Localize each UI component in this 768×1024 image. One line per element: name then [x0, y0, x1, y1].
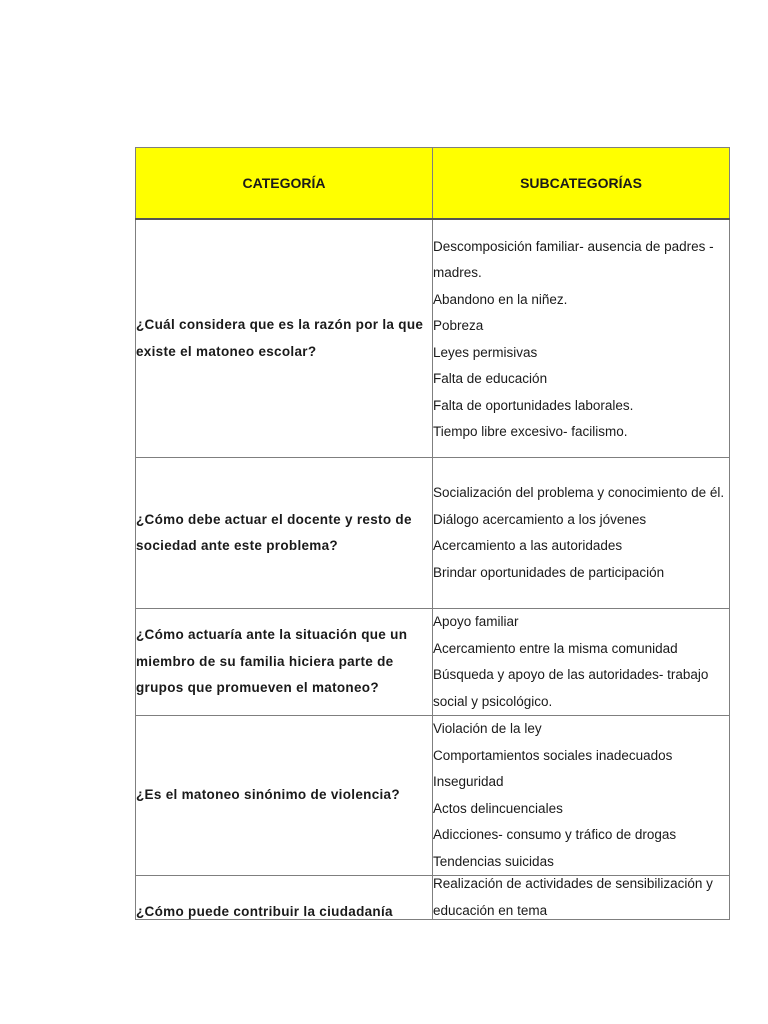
subcategory-list — [433, 716, 730, 876]
subcategory-item: Brindar oportunidades de participación — [433, 564, 665, 580]
subcategory-list — [433, 458, 730, 609]
category-question: ¿Cómo puede contribuir la ciudadanía — [136, 904, 393, 919]
category-question: ¿Cuál considera que es la razón por la que existe el matoneo escolar? — [136, 219, 433, 458]
category-question: ¿Cómo debe actuar el docente y resto de sociedad ante este problema? — [136, 458, 433, 609]
category-question-cell — [136, 876, 433, 920]
subcategory-item: Leyes permisivas — [433, 344, 538, 360]
subcategory-clip — [433, 876, 729, 919]
category-table — [135, 147, 730, 920]
subcategory-list — [433, 876, 730, 920]
subcategory-item: Acercamiento a las autoridades — [433, 538, 623, 553]
subcategory-item: Comportamientos sociales inadecuados — [433, 747, 673, 763]
subcategory-item: Pobreza — [433, 318, 484, 333]
question-clip — [136, 876, 432, 919]
subcategory-item: Falta de educación — [433, 371, 548, 386]
table-header-row — [136, 148, 730, 220]
subcategory-item: Tendencias suicidas — [433, 853, 554, 869]
table-row — [136, 219, 730, 458]
subcategory-item: Abandono en la niñez. — [433, 291, 568, 307]
category-question: ¿Es el matoneo sinónimo de violencia? — [136, 716, 433, 876]
table-row — [136, 716, 730, 876]
subcategory-item: Tiempo libre excesivo- facilismo. — [433, 424, 628, 439]
subcategory-item: Apoyo familiar — [433, 614, 519, 629]
category-question: ¿Cómo actuaría ante la situación que un miembro de su familia hiciera parte de grupos que promueven el matoneo? — [136, 609, 433, 716]
table-row — [136, 609, 730, 716]
subcategory-list — [433, 609, 730, 716]
subcategory-item: Actos delincuenciales — [433, 800, 563, 816]
header-subcategories: SUBCATEGORÍAS — [433, 148, 730, 220]
table-row — [136, 458, 730, 609]
subcategory-item: Diálogo acercamiento a los jóvenes — [433, 511, 647, 527]
subcategory-item: Acercamiento entre la misma comunidad — [433, 640, 678, 656]
header-category: CATEGORÍA — [136, 148, 433, 220]
subcategory-item: Adicciones- consumo y tráfico de drogas — [433, 827, 677, 842]
subcategory-item: Falta de oportunidades laborales. — [433, 397, 634, 413]
subcategory-list — [433, 219, 730, 458]
subcategory-item: Inseguridad — [433, 774, 504, 789]
subcategory-item: Violación de la ley — [433, 721, 542, 736]
subcategory-item: Búsqueda y apoyo de las autoridades- trabajo social y psicológico. — [433, 667, 709, 709]
subcategory-item: Descomposición familiar- ausencia de padres - madres. — [433, 238, 714, 280]
subcategory-item: Realización de actividades de sensibilización y educación en tema — [433, 876, 713, 918]
subcategory-item: Socialización del problema y conocimiento de él. — [433, 485, 725, 500]
table-row — [136, 876, 730, 920]
